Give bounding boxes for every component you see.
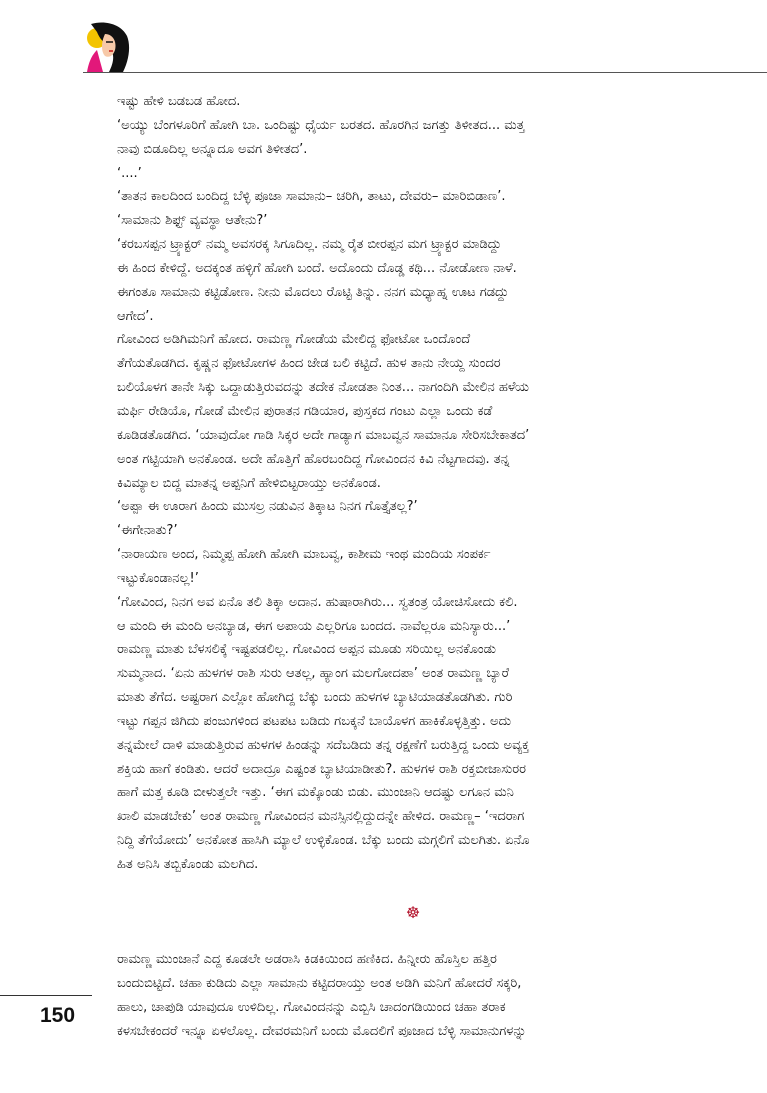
text-line (117, 877, 699, 901)
text-line: ಕಳಸಬೇಕಂದರೆ ಇನ್ನೂ ಏಳಲೊಲ್ಲ. ದೇವರಮನಿಗೆ ಬಂದು ಮೊದಲಿಗೆ ಪೂಜಾದ ಬೆಳ್ಳಿ ಸಾಮಾನುಗಳನ್ನು (117, 1023, 527, 1039)
text-line: ‘ಸಾಮಾನು ಶಿಫ್ಟ್ ವ್ಯವಸ್ಥಾ ಆತೇನು?’ (117, 213, 268, 229)
text-line: ಇಟ್ಟು ಗಪ್ಪನ ಜಿಗಿದು ಪಂಜುಗಳಿಂದ ಪಟಪಟ ಬಡಿದು ಗಬಕ್ಕನೆ ಬಾಯೊಳಗ ಹಾಕಿಕೊಳ್ಳತ್ತಿತ್ತು. ಅದು (117, 713, 512, 729)
footer-rule (0, 995, 92, 996)
text-line: ಕಿವಿಮ್ಯಾಲ ಬಿದ್ದ ಮಾತನ್ನ ಅಪ್ಪನಿಗೆ ಹೇಳಿಬಿಟ್ಟರಾಯ್ತು ಅನಕೊಂಡ. (117, 475, 381, 491)
text-line: ಇಷ್ಟು ಹೇಳಿ ಬಡಬಡ ಹೋದ. (117, 94, 241, 109)
text-line: ಬಲಿಯೊಳಗ ತಾನೇ ಸಿಕ್ಕು ಒದ್ದಾಡುತ್ತಿರುವದನ್ನು ತದೇಕ ನೋಡತಾ ನಿಂತ... ನಾಗಂದಿಗಿ ಮೇಲಿನ ಹಳೆಯ (117, 380, 529, 396)
text-line: ನಾವು ಬಿಡೂದಿಲ್ಲ ಅನ್ನೂದೂ ಅವಗ ತಿಳೀತದ’. (117, 141, 308, 157)
section-break-ornament-icon: ☸ (405, 902, 421, 922)
text-line: ಈಗಂತೂ ಸಾಮಾನು ಕಟ್ಟಿಡೋಣ. ನೀನು ಮೊದಲು ರೊಟ್ಟಿ ತಿನ್ನು. ನನಗ ಮಧ್ಯಾಹ್ನ ಊಟ ಗಡದ್ದು (117, 284, 509, 300)
text-line: ‘ಗೋವಿಂದ, ನಿನಗ ಅವ ಏನೊ ತಲಿ ತಿಕ್ಕಾ ಅದಾನ. ಹುಷಾರಾಗಿರು... ಸ್ವತಂತ್ರ ಯೋಚಿಸೋದು ಕಲಿ. (117, 594, 518, 610)
text-line: ಕೂಡಿಡತೊಡಗಿದ. ‘ಯಾವುದೋ ಗಾಡಿ ಸಿಕ್ಕರ ಅದೇ ಗಾಡ್ಯಾಗ ಮಾಬವ್ವನ ಸಾಮಾನೂ ಸೇರಿಸಬೇಕಾತದ’ (117, 427, 530, 443)
body-text (117, 90, 699, 1044)
text-line: ‘ಅಪ್ಪಾ ಈ ಊರಾಗ ಹಿಂದು ಮುಸಲ್ರ ನಡುವಿನ ತಿಕ್ಕಾಟ ನಿನಗ ಗೊತ್ತೈತಲ್ಲ?’ (117, 499, 418, 515)
text-line: ‘ಅಯ್ಯು ಬೆಂಗಳೂರಿಗೆ ಹೋಗಿ ಬಾ. ಒಂದಿಷ್ಟು ಧೈರ್ಯ ಬರತದ. ಹೊರಗಿನ ಜಗತ್ತು ತಿಳೀತದ... ಮತ್ತ (117, 117, 525, 133)
text-line: ಆಗೇದ’. (117, 308, 154, 324)
text-line: ಅಂತ ಗಟ್ಟಿಯಾಗಿ ಅನಕೊಂಡ. ಅದೇ ಹೊತ್ತಿಗೆ ಹೊರಬಂದಿದ್ದ ಗೋವಿಂದನ ಕಿವಿ ನೆಟ್ಟಗಾದವು. ತನ್ನ (117, 451, 510, 467)
header-rule (83, 72, 767, 73)
text-line: ರಾಮಣ್ಣ ಮಾತು ಬೆಳಸಲಿಕ್ಕೆ ಇಷ್ಟಪಡಲಿಲ್ಲ. ಗೋವಿಂದ ಅಪ್ಪನ ಮೂಡು ಸರಿಯಿಲ್ಲ ಅನಕೊಂಡು (117, 642, 497, 658)
text-line: ‘ತಾತನ ಕಾಲದಿಂದ ಬಂದಿದ್ದ ಬೆಳ್ಳಿ ಪೂಜಾ ಸಾಮಾನು– ಚರಿಗಿ, ತಾಟು, ದೇವರು– ಮಾರಿಬಿಡಾಣ’. (117, 189, 506, 205)
text-line: ಹಾಗೆ ಮತ್ತ ಕೂಡಿ ಬೀಳುತ್ತಲೇ ಇತ್ತು. ‘ಈಗ ಮಕ್ಕೊಂಡು ಬಿಡು. ಮುಂಜಾನಿ ಆದಷ್ಟು ಲಗೂನ ಮನಿ (117, 785, 514, 801)
text-line: ‘ಕರಬಸಪ್ಪನ ಟ್ರ್ಯಾಕ್ಟರ್ ನಮ್ಮ ಅವಸರಕ್ಕ ಸಿಗೂದಿಲ್ಲ. ನಮ್ಮ ರೈತ ಬೀರಪ್ಪನ ಮಗ ಟ್ರ್ಯಾಕ್ಟರ ಮಾಡಿದ್ದು (117, 237, 502, 253)
text-line: ಬಂದುಬಿಟ್ಟಿದೆ. ಚಹಾ ಕುಡಿದು ಎಲ್ಲಾ ಸಾಮಾನು ಕಟ್ಟಿದರಾಯ್ತು ಅಂತ ಅಡಿಗಿ ಮನಿಗೆ ಹೋದರೆ ಸಕ್ಕರಿ, (117, 976, 522, 992)
text-line (117, 925, 699, 949)
text-line: ಮರ್ಫಿ ರೇಡಿಯೊ, ಗೋಡೆ ಮೇಲಿನ ಪುರಾತನ ಗಡಿಯಾರ, ಪುಸ್ತಕದ ಗಂಟು ಎಲ್ಲಾ ಒಂದು ಕಡೆ (117, 403, 493, 419)
text-line: ರಾಮಣ್ಣ ಮುಂಜಾನೆ ಎದ್ದ ಕೂಡಲೇ ಅಡರಾಸಿ ಕಿಡಕಿಯಿಂದ ಹಣಿಕಿದ. ಹಿನ್ನೀರು ಹೊಸ್ತಿಲ ಹತ್ತಿರ (117, 952, 497, 968)
page-number: 150 (40, 1004, 76, 1027)
text-line: ಖಾಲಿ ಮಾಡಬೇಕು’ ಅಂತ ರಾಮಣ್ಣ ಗೋವಿಂದನ ಮನಸ್ಸಿನಲ್ಲಿದ್ದುದನ್ನೇ ಹೇಳಿದ. ರಾಮಣ್ಣ– ‘ಇದರಾಗ (117, 809, 525, 825)
text-line: ಈ ಹಿಂದ ಕೇಳಿದ್ದೆ. ಅದಕ್ಕಂತ ಹಳ್ಳಿಗೆ ಹೋಗಿ ಬಂದೆ. ಅದೊಂದು ದೊಡ್ಡ ಕಥಿ... ನೋಡೋಣ ನಾಳೆ. (117, 260, 517, 276)
book-logo-face-icon (83, 20, 135, 72)
text-line: ‘....’ (117, 165, 142, 181)
text-line: ನಿದ್ದಿ ತೆಗೆಯೋದು’ ಅನಕೋತ ಹಾಸಿಗಿ ಮ್ಯಾಲೆ ಉಳ್ಳಿಕೊಂಡ. ಬೆಕ್ಕು ಬಂದು ಮಗ್ಗಲಿಗೆ ಮಲಗಿತು. ಏನೊ (117, 833, 530, 849)
text-line: ಶಕ್ತಿಯ ಹಾಗೆ ಕಂಡಿತು. ಆದರೆ ಅದಾದ್ರೂ ಎಷ್ಟಂತ ಬ್ಯಾಟಿಯಾಡೀತು?. ಹುಳಗಳ ರಾಶಿ ರಕ್ತಬೀಜಾಸುರರ (117, 761, 527, 777)
text-line: ‘ಈಗೇನಾತು?’ (117, 523, 178, 539)
text-line: ‘ನಾರಾಯಣ ಅಂದ, ನಿಮ್ಮಪ್ಪ ಹೋಗಿ ಹೋಗಿ ಮಾಬವ್ವ, ಕಾಶೀಮ ಇಂಥ ಮಂದಿಯ ಸಂಪರ್ಕ (117, 547, 491, 563)
text-line: ಹಿತ ಅನಿಸಿ ತಬ್ಬಿಕೊಂಡು ಮಲಗಿದ. (117, 857, 259, 872)
text-line: ತೆಗೆಯತೊಡಗಿದ. ಕೃಷ್ಣನ ಫೋಟೋಗಳ ಹಿಂದ ಜೇಡ ಬಲಿ ಕಟ್ಟಿದೆ. ಹುಳ ತಾನು ನೇಯ್ದ ಸುಂದರ (117, 356, 501, 372)
text-line: ತನ್ನಮೇಲೆ ದಾಳಿ ಮಾಡುತ್ತಿರುವ ಹುಳಗಳ ಹಿಂಡನ್ನು ಸದೆಬಡಿದು ತನ್ನ ರಕ್ಷಣೆಗೆ ಬರುತ್ತಿದ್ದ ಒಂದು ಅವ್ಯಕ್ತ (117, 737, 530, 753)
text-line: ಇಟ್ಟುಕೊಂಡಾನಲ್ಲ!’ (117, 570, 199, 586)
text-line: ಮಾತು ತೆಗೆದ. ಅಷ್ಟರಾಗ ಎಲ್ಲೋ ಹೋಗಿದ್ದ ಬೆಕ್ಕು ಬಂದು ಹುಳಗಳ ಬ್ಯಾಟಿಯಾಡತೊಡಗಿತು. ಗುರಿ (117, 690, 513, 706)
text-line: ಆ ಮಂದಿ ಈ ಮಂದಿ ಅನಬ್ಯಾಡ, ಈಗ ಅಪಾಯ ಎಲ್ಲರಿಗೂ ಬಂದದ. ನಾವೆಲ್ಲರೂ ಮನಿಸ್ಯಾರು...’ (117, 618, 511, 634)
text-line: ಗೋವಿಂದ ಅಡಿಗಿಮನಿಗೆ ಹೋದ. ರಾಮಣ್ಣ ಗೋಡೆಯ ಮೇಲಿದ್ದ ಫೋಟೋ ಒಂದೊಂದೆ (117, 332, 471, 348)
text-line: ಹಾಲು, ಚಾಪುಡಿ ಯಾವುದೂ ಉಳಿದಿಲ್ಲ. ಗೋವಿಂದನನ್ನು ಎಬ್ಬಿಸಿ ಚಾದಂಗಡಿಯಿಂದ ಚಹಾ ತರಾಕ (117, 1000, 506, 1016)
text-line: ಸುಮ್ಮನಾದ. ‘ಏನು ಹುಳಗಳ ರಾಶಿ ಸುರು ಆತಲ್ಲ, ಹ್ಯಾಂಗ ಮಲಗೋದಪಾ’ ಅಂತ ರಾಮಣ್ಣ ಬ್ಯಾರೆ (117, 666, 509, 682)
